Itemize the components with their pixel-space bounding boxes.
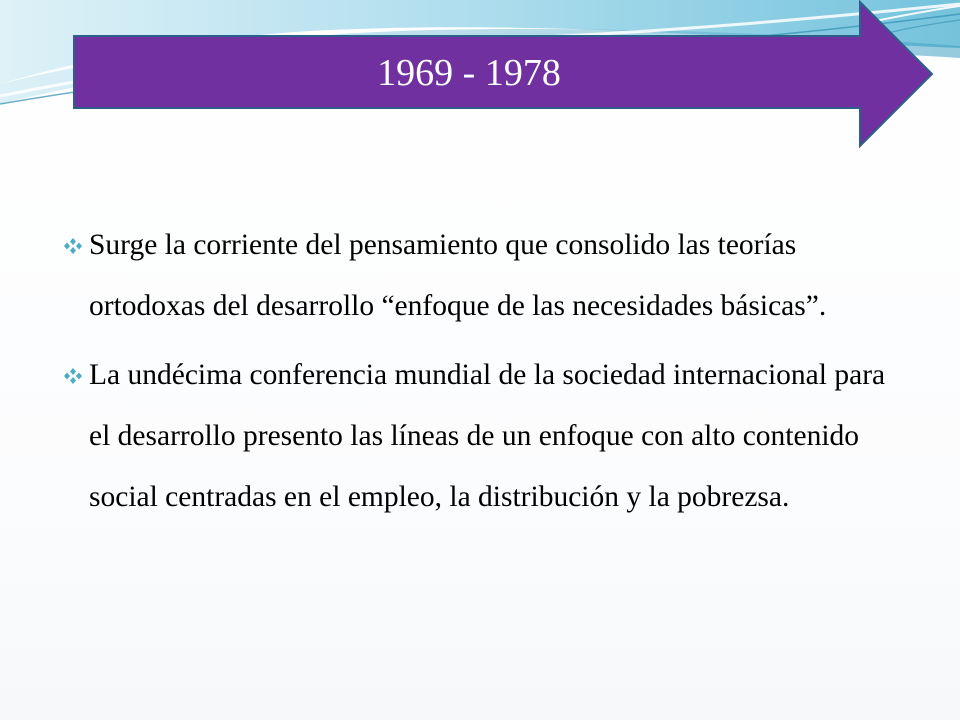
bullet-item [62,345,892,528]
bullet-list [62,215,892,536]
four-diamond-bullet-icon [62,367,84,385]
bullet-text: Surge la corriente del pensamiento que consolido las teorías ortodoxas del desarrollo “enfoque de las necesidades básicas”. [89,229,827,322]
four-diamond-bullet-icon [62,237,84,255]
slide-title: 1969 - 1978 [377,52,561,94]
bullet-item [62,215,892,337]
bullet-text: La undécima conferencia mundial de la sociedad internacional para el desarrollo presento las líneas de un enfoque con alto contenido social centradas en el empleo, la distribución y la pobrezsa. [89,359,886,513]
